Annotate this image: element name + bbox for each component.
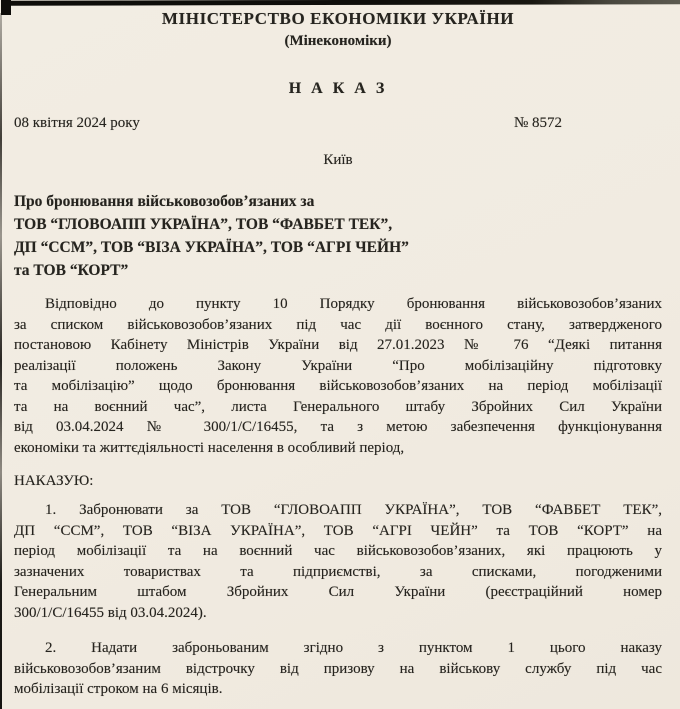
order-item-1 — [14, 500, 662, 623]
preamble-line: постановою Кабінету Міністрів України від 27.01.2023 № 76 “Деякі питання — [14, 337, 662, 353]
order-item-1-line: зазначених товариствах та підприємстві, за списками, погодженими — [14, 563, 662, 580]
ministry-short-name: (Мінекономіки) — [284, 33, 392, 49]
preamble-line: від 03.04.2024 № 300/1/С/16455, та з метою забезпечення функціонування — [14, 419, 662, 435]
order-item-1-line: 300/1/С/16455 від 03.04.2024). — [14, 604, 207, 621]
order-item-1-line: 1. Забронювати за ТОВ “ГЛОВОАПП УКРАЇНА”, ТОВ “ФАВБЕТ ТЕК”, — [45, 502, 662, 518]
document-date: 08 квітня 2024 року — [14, 115, 140, 131]
preamble-paragraph — [14, 294, 662, 458]
order-item-2-line: 2. Надати заброньованим згідно з пунктом 1 цього наказу — [45, 640, 662, 656]
document-number: № 8572 — [513, 115, 562, 131]
subject-line: та ТОВ “КОРТ” — [14, 262, 129, 279]
subject-line: ДП “ССМ”, ТОВ “ВІЗА УКРАЇНА”, ТОВ “АГРІ ЧЕЙН” — [14, 239, 409, 256]
scan-edge-top-left-corner — [1, 0, 11, 15]
preamble-line: та мобілізацію” щодо бронювання військовозобов’язаних на період мобілізації — [14, 378, 662, 394]
order-item-2-line: військовозобов’язаним відстрочку від призову на військову службу під час — [14, 660, 662, 677]
subject-line: ТОВ “ГЛОВОАПП УКРАЇНА”, ТОВ “ФАВБЕТ ТЕК”, — [14, 216, 393, 233]
order-item-2-line: мобілізації строком на 6 місяців. — [14, 681, 223, 697]
order-item-1-line: Генеральним штабом Збройних Сил України (реєстраційний номер — [14, 584, 662, 600]
preamble-line: економіки та життєдіяльності населення в особливий період, — [14, 439, 405, 456]
preamble-line: за списком військовозобов’язаних під час дії воєнного стану, затвердженого — [14, 316, 662, 333]
preamble-line: реалізації положень Закону України “Про мобілізаційну підготовку — [14, 357, 662, 374]
scan-edge-top — [7, 0, 680, 6]
preamble-line: та на воєнний час”, листа Генерального штабу Збройних Сил України — [14, 398, 662, 415]
document-type-title: Н А К А З — [288, 80, 388, 97]
order-keyword: НАКАЗУЮ: — [14, 473, 94, 489]
scan-edge-left — [0, 13, 2, 709]
preamble-line: Відповідно до пункту 10 Порядку бронювання військовозобов’язаних — [45, 296, 662, 312]
subject-line: Про бронювання військовозобов’язаних за — [14, 193, 315, 210]
ministry-name: МІНІСТЕРСТВО ЕКОНОМІКИ УКРАЇНИ — [161, 9, 515, 28]
order-item-2 — [14, 638, 662, 700]
document-subject — [14, 190, 662, 282]
document-city: Київ — [323, 152, 353, 168]
order-item-1-line: ДП “ССМ”, ТОВ “ВІЗА УКРАЇНА”, ТОВ “АГРІ ЧЕЙН” та ТОВ “КОРТ” на — [14, 522, 662, 539]
order-item-1-line: період мобілізації та на воєнний час військовозобов’язаних, які працюють у — [14, 543, 662, 559]
date-number-row — [14, 113, 662, 133]
